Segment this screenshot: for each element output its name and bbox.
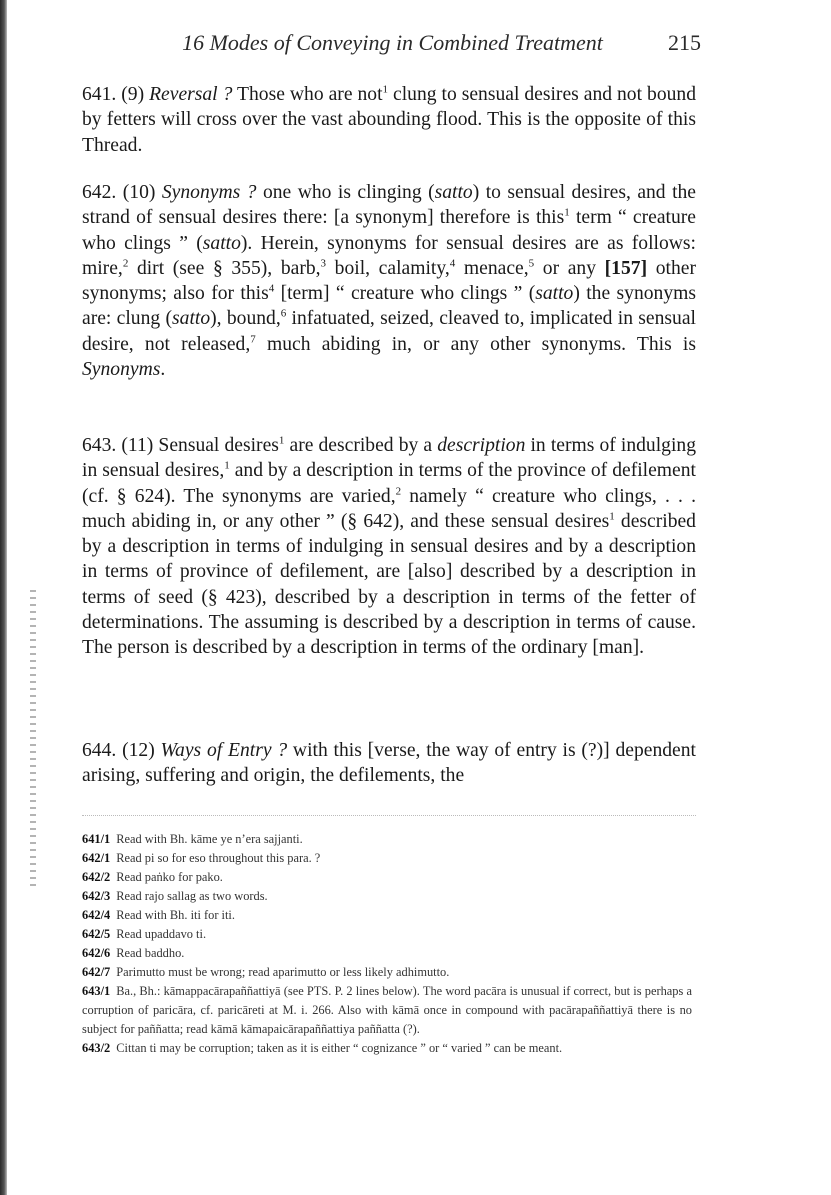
footnote (82, 925, 692, 944)
footnote (82, 944, 692, 963)
footnote (82, 830, 692, 849)
footnote (82, 887, 692, 906)
footnote-mark: 1 (564, 206, 570, 219)
footnotes (82, 830, 692, 1058)
footnote-text: Parimutto must be wrong; read aparimutto or less likely adhimutto. (116, 965, 450, 979)
footnote-divider (82, 815, 696, 816)
footnote-ref: 643/1 (82, 984, 111, 998)
footnote-mark: 1 (224, 459, 230, 472)
footnote (82, 849, 692, 868)
footnote-mark: 2 (122, 257, 129, 270)
section-heading: Ways of Entry ? (160, 740, 288, 761)
footnote-text: Cittan ti may be corruption; taken as it is either “ cognizance ” or “ varied ” can be meant. (116, 1041, 563, 1055)
footnote-text: Read baddho. (116, 946, 185, 960)
footnote-ref: 641/1 (82, 832, 111, 846)
footnote-text: Read paṅko for pako. (116, 870, 223, 884)
paragraph-641: 641. (9) Reversal ? Those who are not$^1$ clung to sensual desires and not bound by fetters will cross over the vast abounding flood. This is the opposite of this Thread. (82, 83, 697, 156)
footnote-mark: 3 (320, 257, 327, 270)
section-heading: description (437, 435, 526, 456)
footnote-mark: 6 (280, 307, 287, 320)
footnote-ref: 642/2 (82, 870, 111, 884)
footnote (82, 906, 692, 925)
footnote-ref: 642/7 (82, 965, 111, 979)
footnote-ref: 642/5 (82, 927, 111, 941)
paragraph-644: 644. (12) Ways of Entry ? with this [verse, the way of entry is (?)] dependent arising, suffering and origin, the defilements, the (82, 740, 696, 787)
footnote-mark: 4 (268, 282, 275, 295)
paragraph-642: 642. (10) Synonyms ? one who is clinging (satto) to sensual desires, and the strand of sensual desires there: [a synonym] therefore is this$^1$ term “ creature who clings ” (satto). Herein, synonyms for sensual desires are as follows: mire,$^2$ dirt (see § 355), barb,$^3$ boil, calamity,$^4$ menace,$^5$ or any [157] other synonyms; also for this$^4$ [term] “ creature who clings ” (satto) the synonyms are: clung (satto), bound,$^6$ infatuated, seized, cleaved to, implicated in sensual desire, not released,$^7$ much abiding in, or any other synonyms. This is Synonyms. (82, 182, 697, 381)
paragraph-643: 643. (11) Sensual desires$^1$ are described by a description in terms of indulging in sensual desires,$^1$ and by a description in terms of the province of defilement (cf. § 624). The synonyms are varied,$^2$ namely “ creature who clings, . . . much abiding in, or any other ” (§ 642), and these sensual desires$^1$ described by a description in terms of indulging in sensual desires and by a description in terms of province of defilement, are [also] described by a description in terms of seed (§ 423), described by a description in terms of the fetter of determinations. The assuming is described by a description in terms of cause. The person is described by a description in terms of the ordinary [man]. (82, 434, 696, 659)
book-spine-edge (0, 0, 7, 1195)
page-break-marker: [157] (604, 257, 648, 279)
footnote-mark: 4 (449, 257, 456, 270)
paragraph-number: 641. (9) (82, 84, 150, 105)
section-heading: Synonyms (82, 359, 161, 381)
pali-term: satto (202, 232, 241, 254)
footnote-mark: 7 (250, 333, 256, 346)
footnote-ref: 642/6 (82, 946, 111, 960)
pali-term: satto (535, 283, 574, 305)
footnote-mark: 1 (278, 434, 285, 447)
section-heading: Synonyms ? (161, 182, 257, 203)
footnote-ref: 643/2 (82, 1041, 111, 1055)
footnote-text: Read pi so for eso throughout this para. ? (116, 851, 321, 865)
paragraph-number: 642. (10) (82, 182, 162, 203)
footnote-mark: 1 (609, 510, 615, 523)
pali-term: satto (434, 182, 473, 203)
footnote-text: Read with Bh. iti for iti. (116, 908, 235, 922)
footnote-ref: 642/3 (82, 889, 111, 903)
footnote-text: Ba., Bh.: kāmappacārapaññattiyā (see PTS. P. 2 lines below). The word pacāra is unusual if correct, but is perhaps a corruption of paricāra, cf. paricāreti at M. i. 266. Also with kāmā once in compound with pacārapaññattiyā there is no subject for paññatta; read kāmā kāmapaicārapaññattiya paññatta (?). (82, 984, 692, 1036)
footnote-mark: 2 (395, 485, 402, 498)
footnote-text: Read upaddavo ti. (116, 927, 207, 941)
scan-margin-specks (30, 590, 36, 890)
footnote (82, 1039, 692, 1058)
section-heading: Reversal ? (149, 84, 233, 105)
paragraph-number: 644. (12) (82, 740, 161, 761)
footnote-mark: 1 (382, 83, 389, 96)
footnote-ref: 642/1 (82, 851, 111, 865)
footnote-ref: 642/4 (82, 908, 111, 922)
footnote (82, 982, 692, 1039)
footnote (82, 868, 692, 887)
paragraph-number: 643. (11) (82, 435, 159, 456)
pali-term: satto (172, 308, 211, 330)
footnote-text: Read rajo sallag as two words. (116, 889, 268, 903)
footnote-text: Read with Bh. kāme ye n’era sajjanti. (116, 832, 303, 846)
footnote (82, 963, 692, 982)
footnote-mark: 5 (528, 257, 535, 270)
running-header: 16 Modes of Conveying in Combined Treatment (182, 30, 603, 55)
page-number: 215 (668, 30, 701, 55)
